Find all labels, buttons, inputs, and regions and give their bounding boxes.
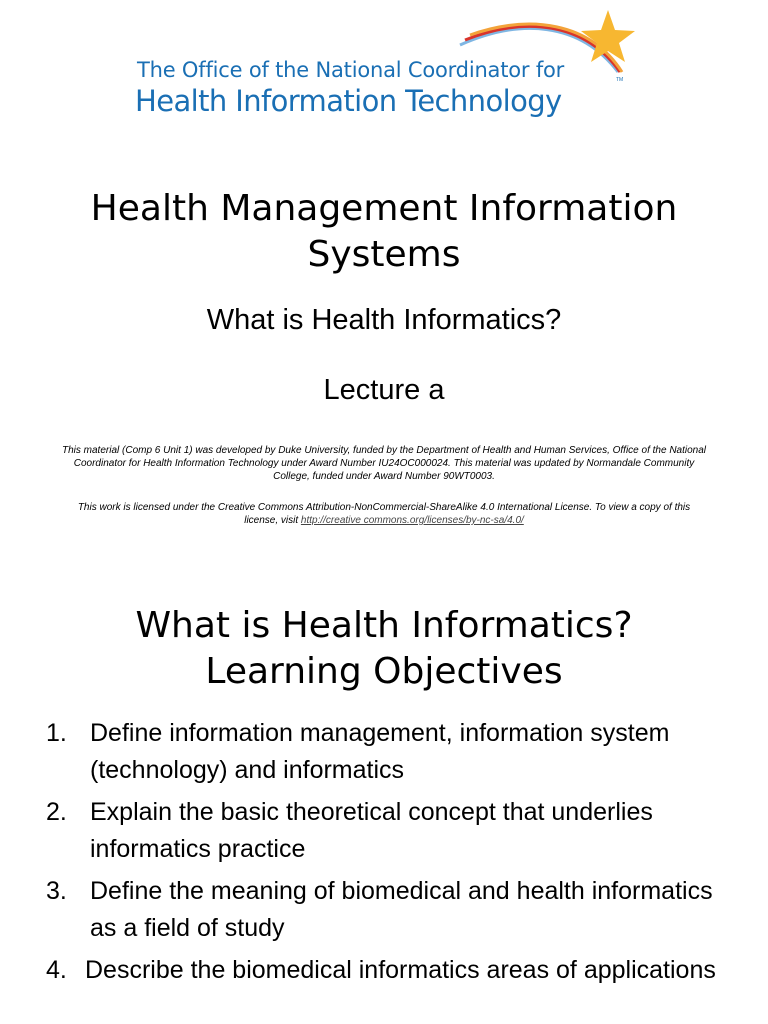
- list-item: [46, 873, 736, 947]
- slide-2-title: [40, 603, 728, 695]
- list-item-text: Describe the biomedical informatics areas of applications: [85, 956, 716, 984]
- slide-2-title-line-1: What is Health Informatics?: [135, 605, 633, 646]
- list-item-number: 2.: [46, 798, 67, 826]
- trademark-mark: TM: [616, 77, 624, 83]
- list-item-text: Explain the basic theoretical concept that underlies informatics practice: [90, 798, 653, 863]
- onc-logo: [0, 0, 768, 140]
- slide-1-title: Health Management Information Systems: [90, 188, 678, 275]
- learning-objectives-list: [46, 715, 736, 994]
- list-item-text: Define the meaning of biomedical and health informatics as a field of study: [90, 877, 713, 942]
- list-item-text: Define information management, information system (technology) and informatics: [90, 719, 670, 784]
- license-notice: [62, 501, 706, 527]
- logo-line-2: Health Information Technology: [135, 84, 562, 118]
- slide-1-lecture-label: Lecture a: [323, 374, 445, 406]
- license-text: This work is licensed under the Creative Commons Attribution-NonCommercial-ShareAlike 4.0 International License. To view a copy of this license, visit: [77, 502, 691, 526]
- slide-1-subtitle: What is Health Informatics?: [206, 304, 562, 336]
- list-item: [46, 715, 736, 789]
- license-link[interactable]: http://creative commons.org/licenses/by-nc-sa/4.0/: [300, 515, 524, 526]
- list-item-number: 3.: [46, 877, 67, 905]
- list-item-number: 4.: [46, 956, 67, 984]
- slide-2-title-line-2: Learning Objectives: [205, 651, 563, 692]
- logo-line-1: The Office of the National Coordinator for: [137, 58, 565, 82]
- list-item-number: 1.: [46, 719, 67, 747]
- funding-credit: This material (Comp 6 Unit 1) was developed by Duke University, funded by the Department of Health and Human Services, Office of the National Coordinator for Health Information Technology under Award Number IU24OC000024. This material was updated by Normandale Community College, funded under Award Number 90WT0003.: [62, 445, 707, 482]
- list-item: [46, 952, 736, 989]
- list-item: [46, 794, 736, 868]
